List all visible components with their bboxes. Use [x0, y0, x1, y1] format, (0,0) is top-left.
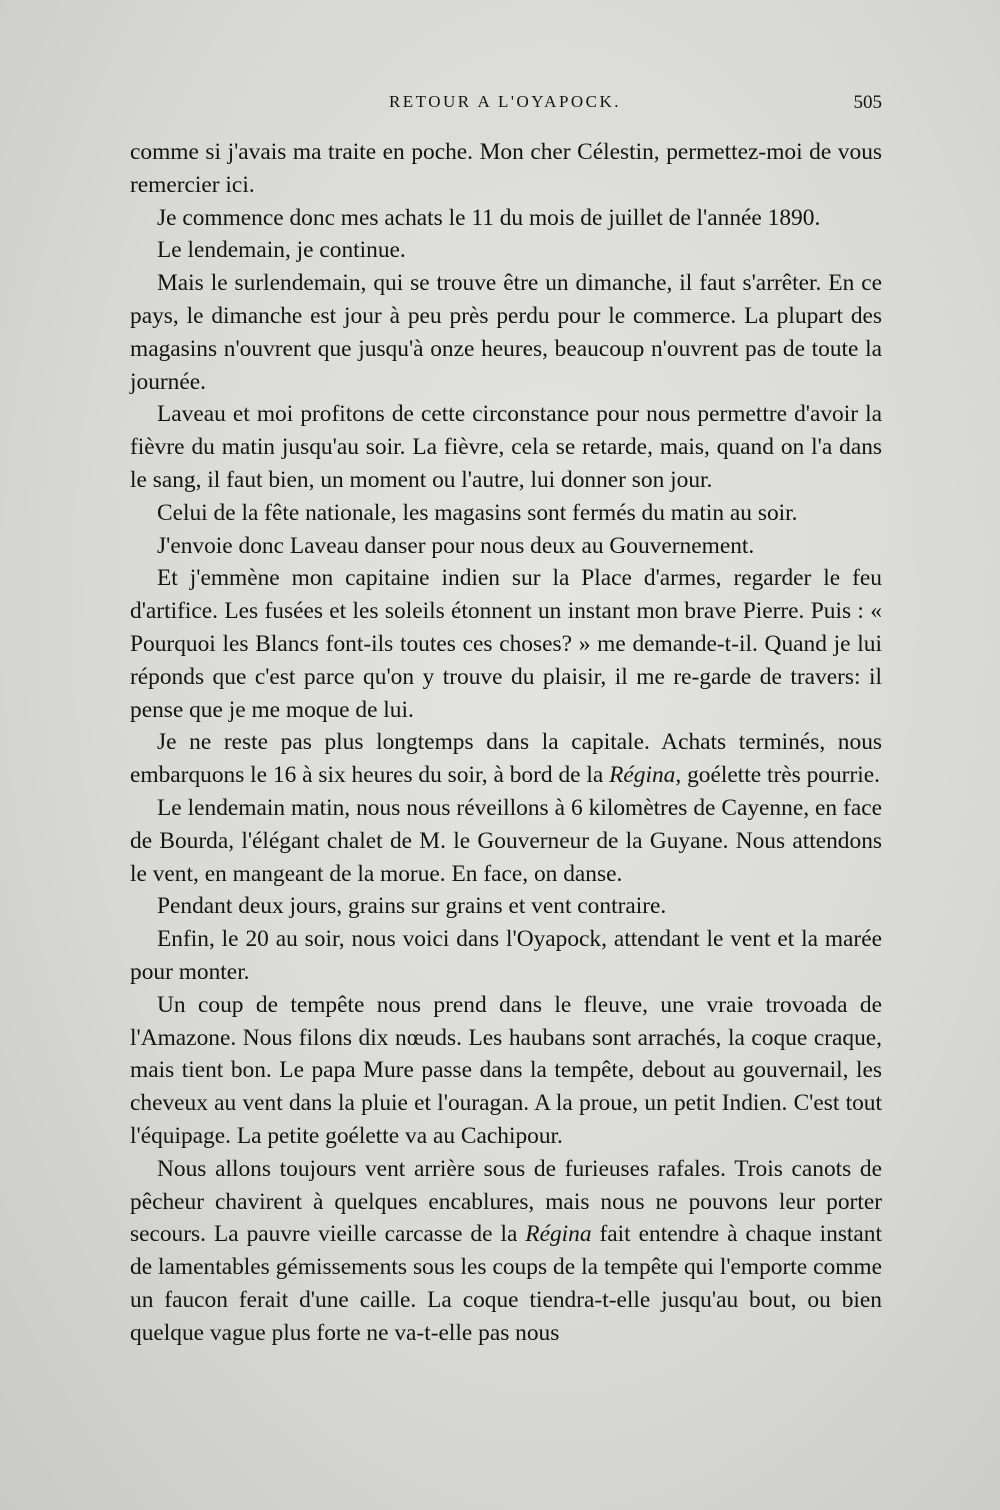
paragraph-text: Le lendemain matin, nous nous réveillons à 6 kilomètres de Cayenne, en face de Bourda, l'élégant chalet de M. le Gouverneur de la Guyane. Nous attendons le vent, en mangeant de la morue. En face, on danse.	[130, 794, 882, 887]
paragraph-text: Celui de la fête nationale, les magasins sont fermés du matin au soir.	[157, 499, 798, 526]
paragraph-text: Le lendemain, je continue.	[157, 237, 406, 264]
running-head: RETOUR A L'OYAPOCK.	[388, 92, 622, 111]
paragraph	[130, 562, 882, 726]
page-header	[130, 92, 880, 122]
body-text	[130, 136, 882, 1349]
paragraph	[130, 530, 882, 563]
paragraph-text: Nous allons toujours vent arrière sous de furieuses rafales. Trois canots de pêcheur chavirent à quelques encablures, mais nous ne pouvons leur porter secours. La pauvre vieille carcasse de la	[130, 1155, 882, 1248]
paragraph-text: fait entendre à chaque instant de lamentables gémissements sous les coups de la tempête qui l'emporte comme un faucon ferait d'une caille. La coque tiendra-t-elle jusqu'au bout, ou bien quelque vague plus forte ne va-t-elle pas nous	[130, 1221, 882, 1346]
paragraph-text: Laveau et moi profitons de cette circonstance pour nous permettre d'avoir la fièvre du matin jusqu'au soir. La fièvre, cela se retarde, mais, quand on l'a dans le sang, il faut bien, un moment ou l'autre, lui donner son jour.	[130, 401, 882, 493]
paragraph	[130, 923, 882, 989]
paragraph	[130, 202, 882, 235]
paragraph-text: Mais le surlendemain, qui se trouve être un dimanche, il faut s'arrêter. En ce pays, le dimanche est jour à peu près perdu pour le commerce. La plupart des magasins n'ouvrent que jusqu'à onze heures, beaucoup n'ouvrent pas de toute la journée.	[130, 270, 882, 395]
paragraph-text: , goélette très pourrie.	[675, 762, 880, 789]
paragraph-text: Je commence donc mes achats le 11 du mois de juillet de l'année 1890.	[157, 204, 821, 231]
paragraph-text: Et j'emmène mon capitaine indien sur la Place d'armes, regarder le feu d'artifice. Les fusées et les soleils étonnent un instant mon brave Pierre. Puis : « Pourquoi les Blancs font-ils toutes ces choses? » me demande-t-il. Quand je lui réponds que c'est parce qu'on y trouve du plaisir, il me re-garde de travers: il pense que je me moque de lui.	[130, 565, 882, 723]
paragraph-text: Un coup de tempête nous prend dans le fleuve, une vraie trovoada de l'Amazone. Nous filons dix nœuds. Les haubans sont arrachés, la coque craque, mais tient bon. Le papa Mure passe dans la tempête, debout au gouvernail, les cheveux au vent dans la pluie et l'ouragan. A la proue, un petit Indien. C'est tout l'équipage. La petite goélette va au Cachipour.	[130, 991, 882, 1149]
paragraph	[130, 267, 882, 398]
paragraph	[130, 497, 882, 530]
page-number: 505	[853, 92, 882, 113]
paragraph-text: Je ne reste pas plus longtemps dans la capitale. Achats terminés, nous embarquons le 16 à six heures du soir, à bord de la	[130, 729, 882, 789]
paragraph-text: Enfin, le 20 au soir, nous voici dans l'Oyapock, attendant le vent et la marée pour monter.	[130, 926, 882, 985]
paragraph-text: J'envoie donc Laveau danser pour nous deux au Gouvernement.	[157, 532, 755, 559]
paragraph-text: Pendant deux jours, grains sur grains et vent contraire.	[157, 893, 667, 920]
paragraph	[130, 726, 882, 792]
italic-ship-name: Régina	[609, 762, 676, 789]
paragraph-text: comme si j'avais ma traite en poche. Mon cher Célestin, permettez-moi de vous remercier ici.	[130, 139, 882, 198]
paragraph	[130, 234, 882, 267]
paragraph	[130, 1153, 882, 1350]
paragraph	[130, 398, 882, 496]
italic-ship-name: Régina	[525, 1221, 592, 1248]
paragraph	[130, 136, 882, 202]
paragraph	[130, 792, 882, 890]
paragraph	[130, 989, 882, 1153]
paragraph	[130, 890, 882, 923]
